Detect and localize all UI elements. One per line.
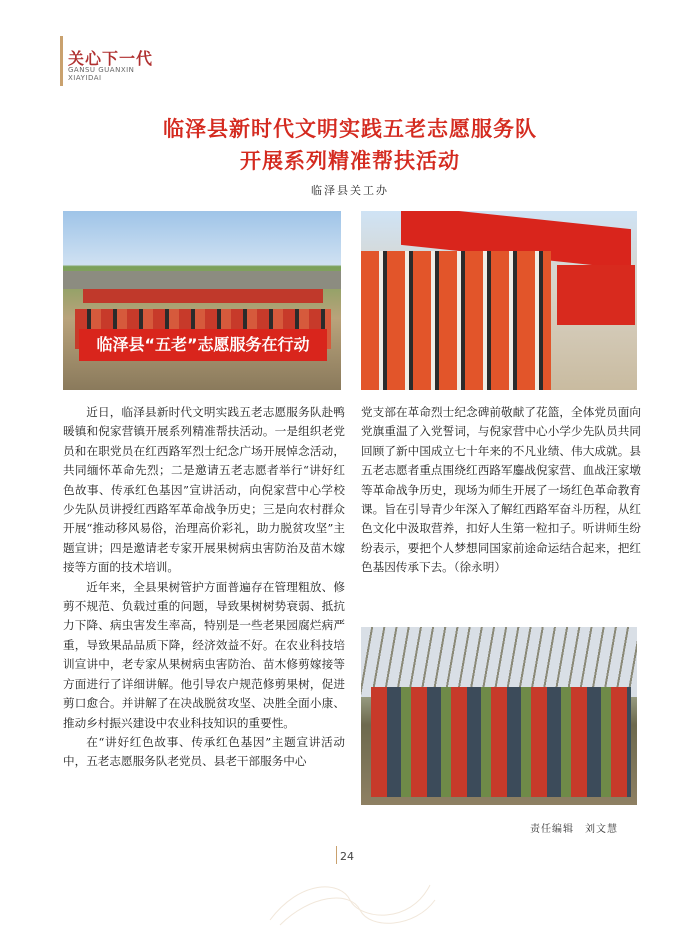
party-flag	[557, 265, 635, 325]
page-number: 24	[340, 850, 354, 863]
article-right-column	[361, 403, 641, 578]
title-line-1: 临泽县新时代文明实践五老志愿服务队	[163, 117, 537, 141]
page-number-divider	[336, 846, 337, 864]
masthead-title: 关心下一代	[68, 49, 154, 68]
photo1-top-banner	[83, 289, 323, 303]
paragraph-3: 在“讲好红色故事、传承红色基因”主题宣讲活动中，五老志愿服务队老党员、县老干部服务中心	[63, 734, 345, 769]
masthead-bar	[60, 36, 63, 86]
photo-salute-ceremony	[361, 211, 637, 390]
article-title	[0, 113, 700, 177]
photo1-roof	[63, 271, 341, 289]
photo2-people	[361, 251, 551, 390]
article-author: 临泽县关工办	[311, 184, 389, 197]
masthead-logo	[60, 46, 180, 86]
photo1-banner: 临泽县“五老”志愿服务在行动	[79, 329, 327, 361]
masthead-sub1: GANSU GUANXIN	[68, 66, 135, 74]
title-line-2: 开展系列精准帮扶活动	[240, 149, 460, 173]
responsible-editor: 责任编辑 刘文慧	[530, 824, 618, 835]
paragraph-2: 近年来，全县果树管护方面普遍存在管理粗放、修剪不规范、负载过重的问题，导致果树树势衰弱、抵抗力下降、病虫害发生率高，特别是一些老果园腐烂病严重，导致果品品质下降，经济效益不好。在农业科技培训宣讲中，老专家从果树病虫害防治、苗木修剪嫁接等方面进行了详细讲解。他引导农户规范修剪果树，促进剪口愈合。并讲解了在决战脱贫攻坚、决胜全面小康、推动乡村振兴建设中农业科技知识的重要性。	[63, 579, 345, 730]
photo-orchard-training	[361, 627, 637, 805]
article-left-column	[63, 403, 345, 772]
masthead-subtitle	[68, 66, 134, 82]
paragraph-1: 近日，临泽县新时代文明实践五老志愿服务队赴鸭暖镇和倪家营镇开展系列精准帮扶活动。一是组织老党员和在职党员在红西路军烈士纪念广场开展悼念活动，共同缅怀革命先烈；二是邀请五老志愿者举行“讲好红色故事、传承红色基因”宣讲活动，向倪家营中心学校少先队员讲授红西路军革命战争历史；三是向农村群众开展“推动移风易俗，治理高价彩礼，助力脱贫攻坚”主题宣讲；四是邀请老专家开展果树病虫害防治及苗木嫁接等方面的技术培训。	[63, 405, 345, 575]
photo3-people	[371, 687, 631, 797]
paragraph-continued: 党支部在革命烈士纪念碑前敬献了花篮，全体党员面向党旗重温了入党誓词，与倪家营中心小学少先队员共同回顾了新中国成立七十年来的不凡业绩、伟大成就。县五老志愿者重点围绕红西路军鏖战倪家营、血战汪家墩等革命战争历史，现场为师生开展了一场红色革命教育课。旨在引导青少年深入了解红西路军奋斗历程，从红色文化中汲取营养，扣好人生第一粒扣子。听讲师生纷纷表示，要把个人梦想同国家前途命运结合起来，把红色基因传承下去。（徐永明）	[361, 405, 641, 575]
masthead-sub2: XIAYIDAI	[68, 74, 102, 82]
decorative-pattern	[260, 870, 440, 930]
photo-volunteers-group	[63, 211, 341, 390]
